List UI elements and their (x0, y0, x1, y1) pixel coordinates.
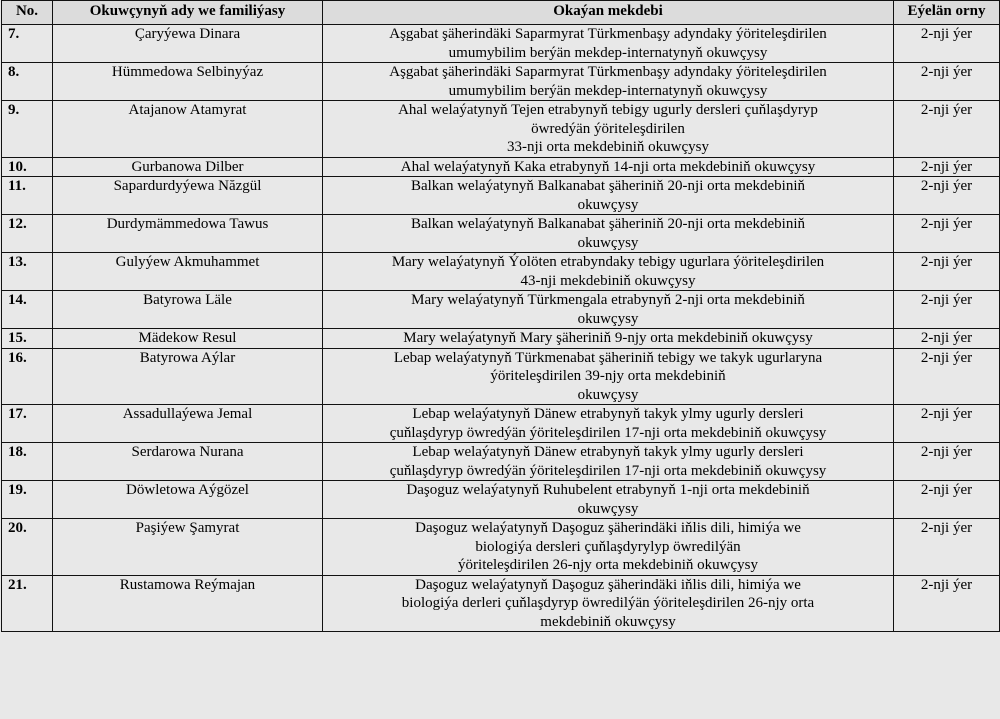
school-name (323, 443, 894, 481)
student-name: Hümmedowa Selbinyýaz (53, 63, 323, 101)
row-number: 10. (2, 157, 53, 177)
school-line: Aşgabat şäherindäki Saparmyrat Türkmenbaşy adyndaky ýöriteleşdirilen (389, 64, 827, 80)
place-value: 2-nji ýer (894, 575, 1000, 632)
table-row (2, 253, 1000, 291)
school-name (323, 253, 894, 291)
school-line: Ahal welaýatynyň Kaka etrabynyň 14-nji orta mekdebiniň okuwçysy (400, 158, 816, 175)
row-number: 14. (2, 291, 53, 329)
school-name (323, 329, 894, 349)
place-value: 2-nji ýer (894, 481, 1000, 519)
student-name: Batyrowa Läle (53, 291, 323, 329)
student-name: Assadullaýewa Jemal (53, 405, 323, 443)
student-name: Serdarowa Nurana (53, 443, 323, 481)
place-value: 2-nji ýer (894, 348, 1000, 405)
row-number: 17. (2, 405, 53, 443)
student-name: Çaryýewa Dinara (53, 25, 323, 63)
student-name: Paşiýew Şamyrat (53, 519, 323, 576)
table-row (2, 348, 1000, 405)
school-line: 33-nji orta mekdebiniň okuwçysy (506, 139, 710, 155)
school-line: biologiýa dersleri çuňlaşdyrylyp öwredilýän (475, 538, 741, 555)
row-number: 21. (2, 575, 53, 632)
table-row (2, 101, 1000, 158)
row-number: 12. (2, 215, 53, 253)
place-value: 2-nji ýer (894, 291, 1000, 329)
school-line: Aşgabat şäherindäki Saparmyrat Türkmenbaşy adyndaky ýöriteleşdirilen (389, 26, 827, 42)
school-line: umumybilim berýän mekdep-internatynyň okuwçysy (448, 44, 768, 61)
table-row (2, 405, 1000, 443)
table-row (2, 291, 1000, 329)
school-name (323, 405, 894, 443)
school-line: Lebap welaýatynyň Türkmenabat şäheriniň tebigy we takyk ugurlaryna (393, 349, 823, 366)
school-line: okuwçysy (577, 310, 639, 327)
school-name (323, 348, 894, 405)
school-line: okuwçysy (577, 386, 639, 403)
school-name (323, 575, 894, 632)
student-name: Durdymämmedowa Tawus (53, 215, 323, 253)
school-line: Daşoguz welaýatynyň Daşoguz şäherindäki iňlis dili, himiýa we (415, 576, 801, 593)
school-line: okuwçysy (577, 196, 639, 213)
school-name (323, 291, 894, 329)
school-name (323, 481, 894, 519)
school-line: çuňlaşdyryp öwredýän ýöriteleşdirilen 17-nji orta mekdebiniň okuwçysy (389, 462, 827, 479)
results-table (1, 0, 1000, 632)
school-line: ýöriteleşdirilen 39-njy orta mekdebiniň (490, 368, 726, 384)
school-name (323, 157, 894, 177)
school-line: umumybilim berýän mekdep-internatynyň okuwçysy (448, 82, 768, 99)
student-name: Gulyýew Akmuhammet (53, 253, 323, 291)
student-name: Rustamowa Reýmajan (53, 575, 323, 632)
row-number: 8. (2, 63, 53, 101)
table-row (2, 215, 1000, 253)
row-number: 20. (2, 519, 53, 576)
table-row (2, 329, 1000, 349)
school-line: Mary welaýatynyň Mary şäheriniň 9-njy orta mekdebiniň okuwçysy (403, 330, 813, 346)
header-no: No. (2, 1, 53, 25)
school-line: okuwçysy (577, 500, 639, 517)
place-value: 2-nji ýer (894, 329, 1000, 349)
table-row (2, 25, 1000, 63)
table-row (2, 481, 1000, 519)
school-line: 43-nji mekdebiniň okuwçysy (520, 272, 696, 289)
place-value: 2-nji ýer (894, 215, 1000, 253)
school-line: okuwçysy (577, 234, 639, 251)
school-line: Daşoguz welaýatynyň Ruhubelent etrabynyň 1-nji orta mekdebiniň (406, 482, 810, 498)
school-name (323, 519, 894, 576)
row-number: 13. (2, 253, 53, 291)
school-line: çuňlaşdyryp öwredýän ýöriteleşdirilen 17-nji orta mekdebiniň okuwçysy (389, 424, 827, 441)
school-line: biologiýa derleri çuňlaşdyryp öwredilýän ýöriteleşdirilen 26-njy orta (401, 595, 815, 611)
header-row (2, 1, 1000, 25)
student-name: Mädekow Resul (53, 329, 323, 349)
school-name (323, 215, 894, 253)
place-value: 2-nji ýer (894, 405, 1000, 443)
school-line: Balkan welaýatynyň Balkanabat şäheriniň 20-nji orta mekdebiniň (410, 178, 806, 194)
place-value: 2-nji ýer (894, 177, 1000, 215)
table-row (2, 63, 1000, 101)
school-line: Ahal welaýatynyň Tejen etrabynyň tebigy ugurly dersleri çuňlaşdyryp (398, 102, 818, 118)
student-name: Gurbanowa Dilber (53, 157, 323, 177)
school-name (323, 63, 894, 101)
row-number: 18. (2, 443, 53, 481)
school-line: Balkan welaýatynyň Balkanabat şäheriniň 20-nji orta mekdebiniň (410, 216, 806, 232)
table-row (2, 157, 1000, 177)
student-name: Batyrowa Aýlar (53, 348, 323, 405)
row-number: 11. (2, 177, 53, 215)
student-name: Atajanow Atamyrat (53, 101, 323, 158)
table-row (2, 575, 1000, 632)
row-number: 7. (2, 25, 53, 63)
row-number: 19. (2, 481, 53, 519)
row-number: 9. (2, 101, 53, 158)
place-value: 2-nji ýer (894, 253, 1000, 291)
row-number: 16. (2, 348, 53, 405)
place-value: 2-nji ýer (894, 101, 1000, 158)
school-line: mekdebiniň okuwçysy (540, 613, 676, 630)
table-row (2, 519, 1000, 576)
row-number: 15. (2, 329, 53, 349)
school-name (323, 101, 894, 158)
student-name: Sapardurdyýewa Năzgül (53, 177, 323, 215)
school-line: Lebap welaýatynyň Dänew etrabynyň takyk ylmy ugurly dersleri (412, 406, 804, 422)
place-value: 2-nji ýer (894, 443, 1000, 481)
header-place: Eýelän orny (894, 1, 1000, 25)
student-name: Döwletowa Aýgözel (53, 481, 323, 519)
header-school: Okaýan mekdebi (323, 1, 894, 25)
place-value: 2-nji ýer (894, 157, 1000, 177)
school-line: Mary welaýatynyň Türkmengala etrabynyň 2-nji orta mekdebiniň (411, 292, 805, 308)
table-row (2, 443, 1000, 481)
place-value: 2-nji ýer (894, 63, 1000, 101)
header-name: Okuwçynyň ady we familiýasy (53, 1, 323, 25)
place-value: 2-nji ýer (894, 25, 1000, 63)
school-line: Lebap welaýatynyň Dänew etrabynyň takyk ylmy ugurly dersleri (412, 444, 804, 460)
table-row (2, 177, 1000, 215)
place-value: 2-nji ýer (894, 519, 1000, 576)
school-line: ýöriteleşdirilen 26-njy orta mekdebiniň okuwçysy (458, 557, 758, 573)
school-line: Daşoguz welaýatynyň Daşoguz şäherindäki iňlis dili, himiýa we (415, 520, 801, 536)
school-line: Mary welaýatynyň Ýolöten etrabyndaky tebigy ugurlara ýöriteleşdirilen (391, 254, 825, 270)
school-name (323, 177, 894, 215)
school-name (323, 25, 894, 63)
school-line: öwredýän ýöriteleşdirilen (531, 120, 685, 137)
